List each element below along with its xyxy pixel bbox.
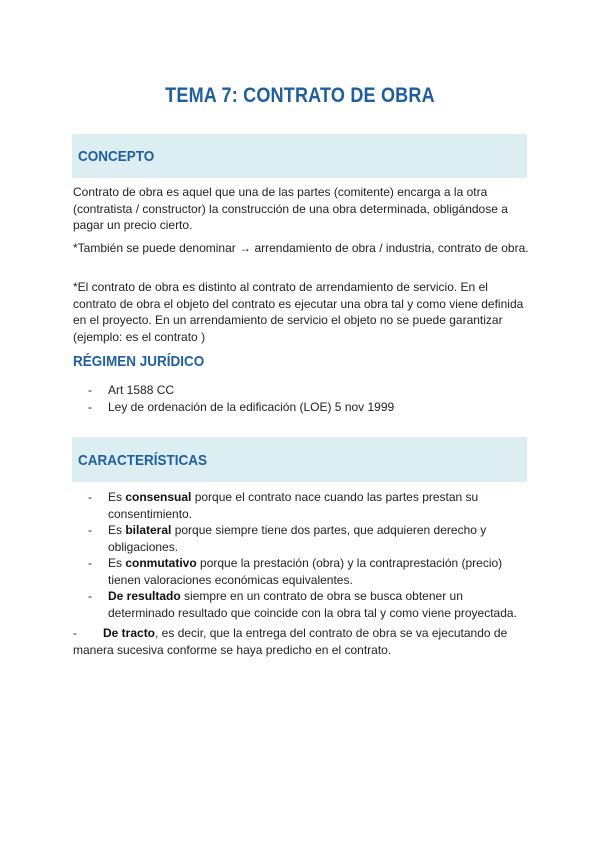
list-item: - De resultado siempre en un contrato de obra se busca obtener un determinado resultado que coincide con la obra tal y como viene proyectada.	[88, 589, 517, 620]
regimen-list	[88, 382, 528, 415]
concepto-paragraph-2: *También se puede denominar → arrendamiento de obra / industria, contrato de obra.	[73, 241, 529, 255]
section-heading-concepto: CONCEPTO	[78, 148, 155, 165]
list-item: - Es consensual porque el contrato nace cuando las partes prestan su consentimiento.	[88, 490, 479, 521]
concepto-paragraph-3: *El contrato de obra es distinto al contrato de arrendamiento de servicio. En el contrato de obra el objeto del contrato es ejecutar una obra tal y como viene definida en el proyecto. En un arrendamiento de servicio el objeto no se puede garantizar (ejemplo: es el contrato )	[73, 280, 524, 344]
list-item: - Ley de ordenación de la edificación (LOE) 5 nov 1999	[88, 399, 395, 414]
list-item: - Es conmutativo porque la prestación (obra) y la contraprestación (precio) tienen valoraciones económicas equivalentes.	[88, 556, 503, 587]
list-item: - Es bilateral porque siempre tiene dos partes, que adquieren derecho y obligaciones.	[88, 523, 487, 554]
concepto-paragraph-1: Contrato de obra es aquel que una de las partes (comitente) encarga a la otra (contratista / constructor) la construcción de una obra determinada, obligándose a pagar un precio cierto.	[73, 185, 508, 232]
page-title: TEMA 7: CONTRATO DE OBRA	[165, 84, 435, 107]
list-item: - Art 1588 CC	[88, 383, 175, 397]
section-heading-regimen: RÉGIMEN JURÍDICO	[73, 353, 205, 370]
caracteristicas-list	[88, 489, 528, 621]
section-heading-caracteristicas: CARACTERÍSTICAS	[78, 452, 208, 469]
tracto-paragraph: - De tracto, es decir, que la entrega del contrato de obra se va ejecutando de manera sucesiva conforme se haya predicho en el contrato.	[73, 626, 508, 657]
